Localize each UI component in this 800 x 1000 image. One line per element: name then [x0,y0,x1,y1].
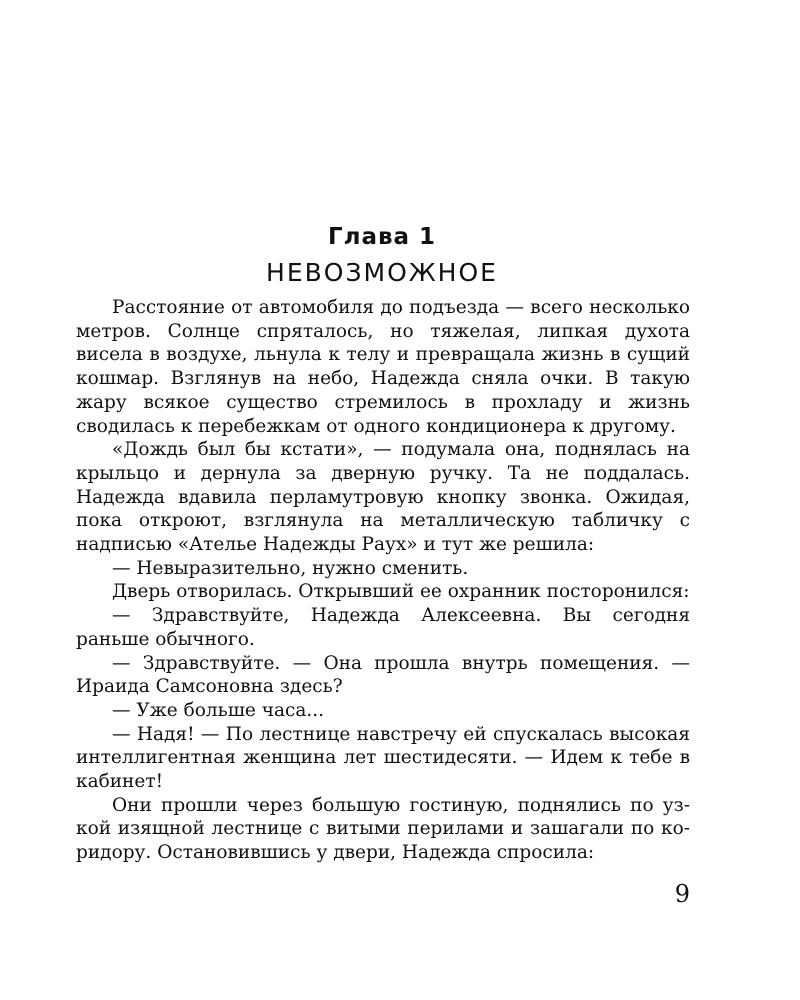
chapter-label: Глава 1 [327,224,437,250]
paragraph: Расстояние от автомобиля до подъезда — всего несколько метров. Солнце спряталось, но тяжелая, липкая духота висела в воздухе, льнула к телу и превращала жизнь в сущий кошмар. Взглянув на небо, Надежда сняла очки. В такую жару всякое существо стремилось в прохладу и жизнь сводилась к перебежкам от одного кондиционера к другому. [76,297,690,437]
body-text [76,296,690,865]
paragraph: Они прошли через большую гостиную, поднялись по узкой изящной лестнице с витыми перилами и зашагали по коридору. Остановившись у двери, Надежда спросила: [76,794,690,864]
paragraph: — Уже больше часа... [112,699,325,721]
paragraph: «Дождь был бы кстати», — подумала она, поднялась на крыльцо и дернула за дверную ручку. Та не поддалась. Надежда вдавила перламутровую кнопку звонка. Ожидая, пока откроют, взглянула на металлическую табличку с надписью «Ателье Надежды Раух» и тут же решила: [76,439,690,556]
paragraph: Дверь отворилась. Открывший ее охранник посторонился: [112,581,690,603]
chapter-title: НЕВОЗМОЖНОЕ [266,258,498,287]
paragraph: — Здравствуйте. — Она прошла внутрь помещения. — Ираида Самсоновна здесь? [76,652,690,698]
paragraph: — Надя! — По лестнице навстречу ей спускалась высокая интеллигентная женщина лет шестидесяти. — Идем к тебе в кабинет! [76,723,690,793]
paragraph: — Невыразительно, нужно сменить. [112,557,469,579]
page-number: 9 [674,880,690,908]
paragraph: — Здравствуйте, Надежда Алексеевна. Вы сегодня раньше обычного. [76,605,690,650]
